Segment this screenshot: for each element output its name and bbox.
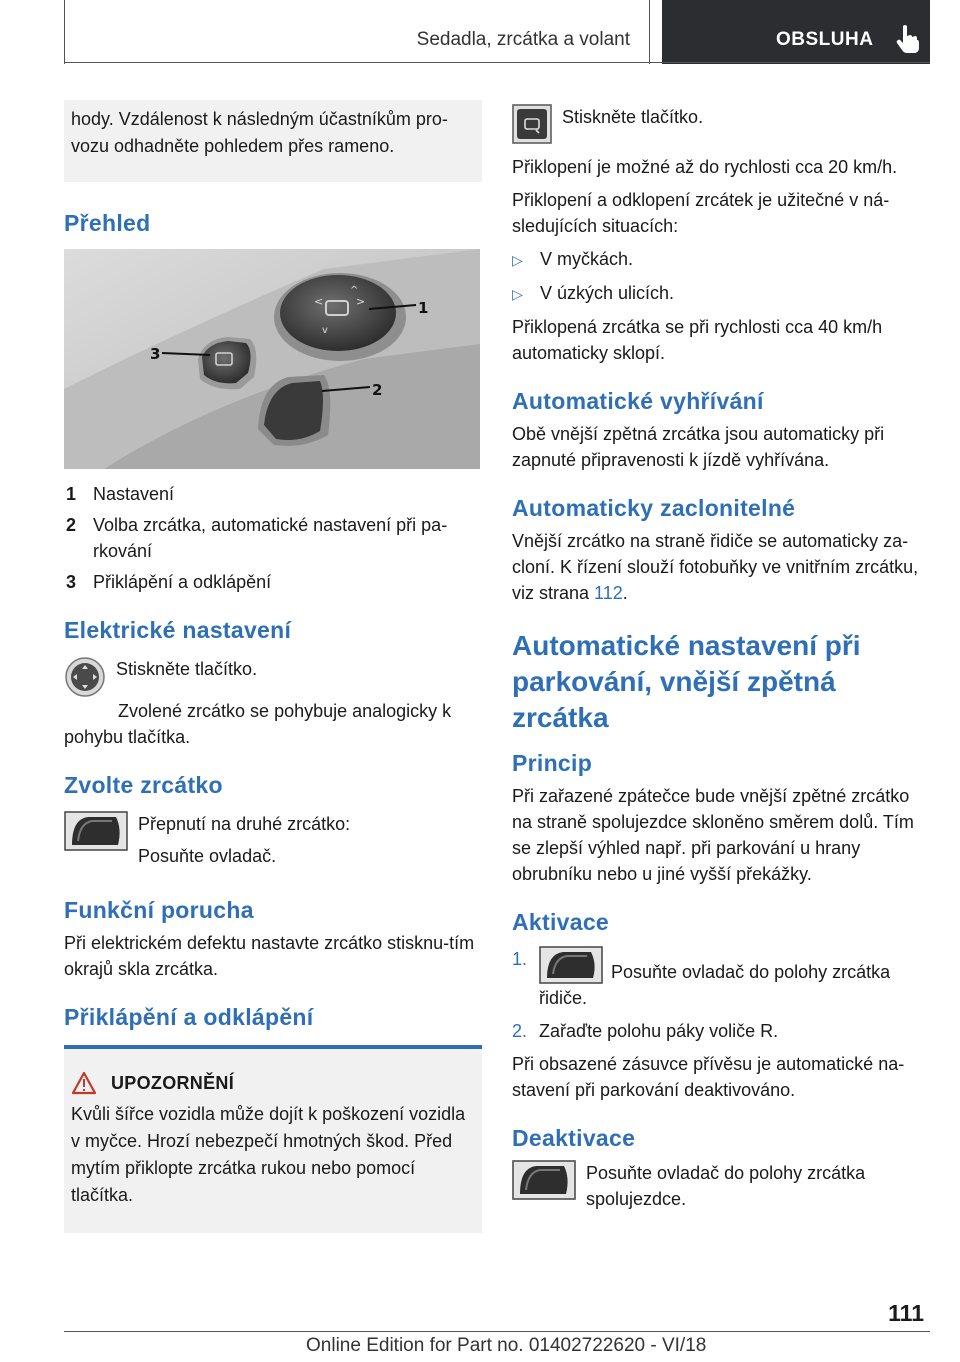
dimming-heading: Automaticky zaclonitelné [512,495,796,521]
fold-usage-text: Přiklopení a odklopení zrcátek je užitečné v ná-sledujících situacích: [512,190,890,236]
list-item: 2. Zařaďte polohu páky voliče R. [512,1021,779,1041]
principle-text: Při zařazené zpátečce bude vnější zpětné zrcátko na straně spolujezdce skloněno směrem dolů. Tím se zlepší výhled např. při parkování u hrany obrubníku nebo u jiné vyšší překážky. [512,786,914,884]
overview-legend [64,481,482,595]
list-item: 1. Posuňte ovladač do polohy zrcátka řidiče. [512,946,930,1011]
mirror-selector-icon [64,811,128,851]
fold-auto-text: Přiklopená zrcátka se při rychlosti cca 40 km/h automaticky sklopí. [512,317,883,363]
electric-section [64,617,482,750]
header-chapter-title: OBSLUHA [776,29,874,50]
principle-heading: Princip [512,750,593,776]
footer-edition: Online Edition for Part no. 01402722620 - VI/18 [306,1335,707,1356]
mirror-adjust-button-icon [64,656,106,698]
mirror-selector-icon [539,946,603,984]
select-heading: Zvolte zrcátko [64,772,223,798]
electric-instruction: Stiskněte tlačítko. [116,659,258,679]
header-rule [64,62,930,63]
deactivation-text: Posuňte ovladač do polohy zrcátka spolujezdce. [586,1163,866,1209]
legend-item: 1 Nastavení [66,484,175,504]
continuation-text: hody. Vzdálenost k následným účastníkům pro-vozu odhadněte pohledem přes rameno. [71,109,448,156]
legend-item: 2 Volba zrcátka, automatické nastavení při pa-rkování [66,515,448,561]
header-section-title: Sedadla, zrcátka a volant [416,29,630,50]
mirror-fold-button-icon [512,104,552,144]
fold-instruction: Stiskněte tlačítko. [562,107,704,127]
footer-rule [64,1331,930,1332]
heating-heading: Automatické vyhřívání [512,388,764,414]
heating-section [512,388,930,473]
right-column [512,104,930,1240]
fault-section [64,897,482,982]
svg-text:v: v [322,325,328,336]
activation-note: Při obsazené zásuvce přívěsu je automatické na-stavení při parkování deaktivováno. [512,1054,905,1100]
dimming-text: Vnější zrcátko na straně řidiče se automaticky za-cloní. K řízení slouží fotobuňky ve vnitřním zrcátku, viz strana 112. [512,531,919,603]
continuation-box [64,100,482,182]
bullet-triangle-icon: ▷ [512,252,523,268]
list-item: ▷ V úzkých ulicích. [512,280,930,307]
mirror-controls-photo [64,249,480,469]
callout-3: 3 [150,345,161,363]
warning-title: UPOZORNĚNÍ [111,1072,235,1093]
electric-description: Zvolené zrcátko se pohybuje analogicky k pohybu tlačítka. [64,701,452,747]
svg-text:^: ^ [350,285,359,296]
select-text-1: Přepnutí na druhé zrcátko: [138,814,351,834]
bullet-triangle-icon: ▷ [512,286,523,302]
warning-box [64,1045,482,1233]
dimming-section [512,495,930,606]
warning-triangle-icon [71,1071,97,1095]
svg-text:<: < [314,295,324,308]
page-reference-link[interactable]: 112 [594,583,623,603]
legend-item: 3 Přiklápění a odklápění [66,572,272,592]
electric-heading: Elektrické nastavení [64,617,292,643]
svg-text:>: > [356,295,366,308]
select-text-2: Posuňte ovladač. [138,846,277,866]
deactivation-section [512,1125,930,1218]
activation-section [512,909,930,1103]
list-item: ▷ V myčkách. [512,246,930,273]
select-section [64,772,482,875]
principle-section [512,750,930,887]
header-chapter-tab [662,0,930,64]
heating-text: Obě vnější zpětná zrcátka jsou automaticky při zapnuté připravenosti k jízdě vyhřívána. [512,424,885,470]
callout-2: 2 [372,381,383,399]
left-column [64,100,482,1233]
overview-heading: Přehled [64,210,151,236]
fold-speed-text: Přiklopení je možné až do rychlosti cca 20 km/h. [512,157,898,177]
fault-heading: Funkční porucha [64,897,254,923]
callout-1: 1 [418,299,429,317]
hand-pointer-icon [894,24,920,54]
activation-heading: Aktivace [512,909,610,935]
warning-text: Kvůli šířce vozidla může dojít k poškození vozidla v myčce. Hrozí nebezpečí hmotných škod. Před mytím přiklopte zrcátka rukou nebo pomocí tlačítka. [71,1104,466,1205]
page-number: 111 [888,1300,924,1326]
fault-text: Při elektrickém defektu nastavte zrcátko stisknu-tím okrajů skla zrcátka. [64,933,475,979]
parking-heading: Automatické nastavení při parkování, vnější zpětná zrcátka [512,630,861,733]
deactivation-heading: Deaktivace [512,1125,636,1151]
fold-heading: Přiklápění a odklápění [64,1004,314,1030]
mirror-selector-icon [512,1160,576,1200]
